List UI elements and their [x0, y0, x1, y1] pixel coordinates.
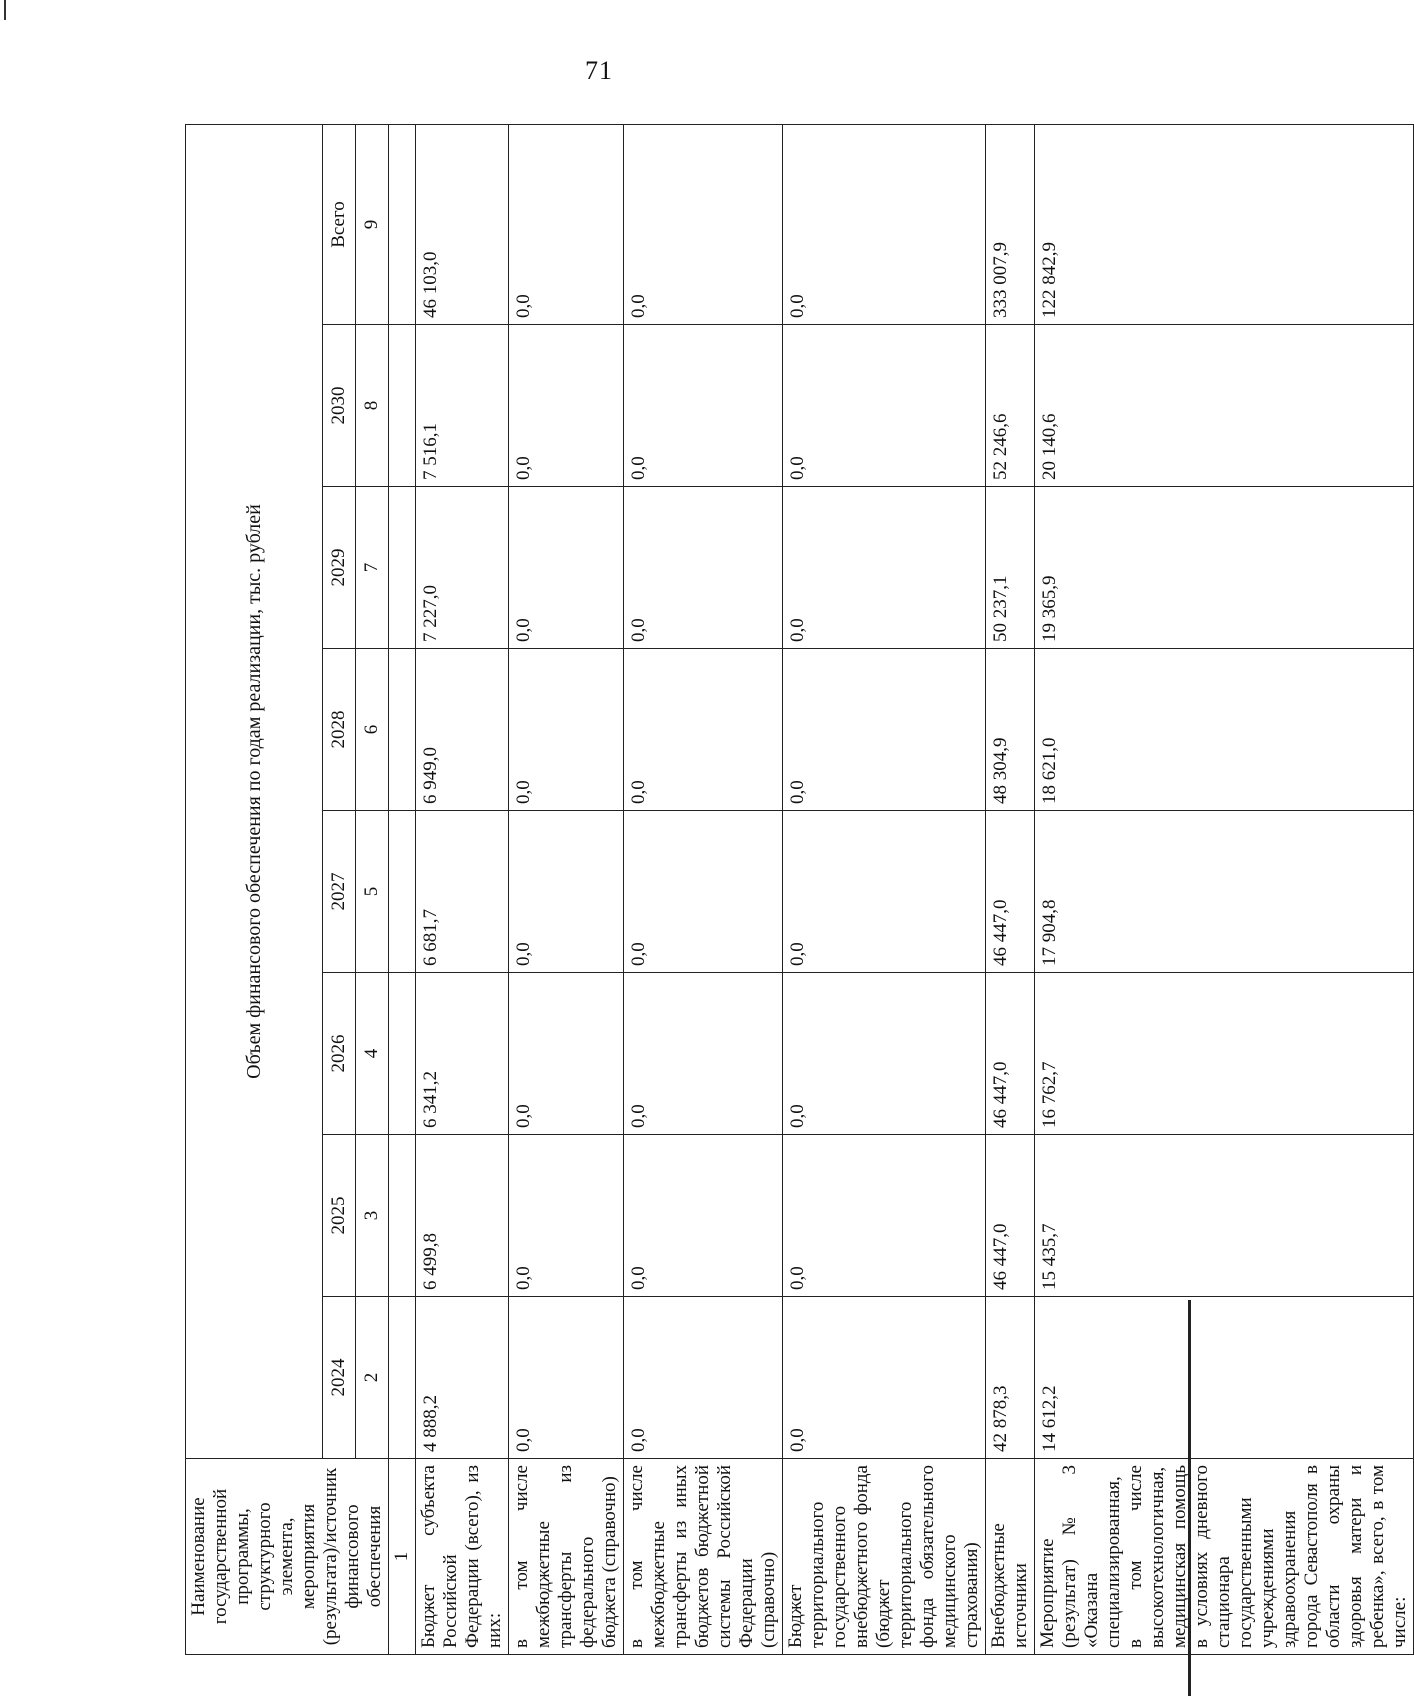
value-cell: 50 237,1 [986, 487, 1035, 649]
header-year: 2024 [323, 1297, 356, 1459]
header-total: Всего [323, 124, 356, 324]
header-year: 2026 [323, 973, 356, 1135]
table-row [624, 124, 783, 1654]
value-cell: 0,0 [783, 973, 986, 1135]
empty-cell [389, 649, 416, 811]
value-cell-total: 0,0 [783, 124, 986, 324]
value-cell: 18 621,0 [1035, 649, 1414, 811]
empty-cell [389, 973, 416, 1135]
column-number: 3 [356, 1135, 389, 1297]
value-cell-total: 0,0 [509, 124, 624, 324]
row-label: Мероприятие (результат) № 3 «Оказана специализированная, в том числе высокотехнологичная, медицинская помощь в условиях дневного стационара государственными учреждениями здравоохранения города Севастополя в области охраны здоровья матери и ребенка», всего, в том числе: [1035, 1459, 1414, 1655]
rotated-table-container [185, 125, 1410, 1655]
financing-table [185, 124, 1414, 1655]
empty-cell [389, 487, 416, 649]
value-cell-total: 333 007,9 [986, 124, 1035, 324]
row-label: в том числе межбюджетные трансферты из федерального бюджета (справочно) [509, 1459, 624, 1655]
value-cell: 0,0 [509, 1135, 624, 1297]
table-row [783, 124, 986, 1654]
value-cell: 46 447,0 [986, 1135, 1035, 1297]
value-cell: 0,0 [624, 487, 783, 649]
header-name: Наименование государственной программы, структурного элемента, мероприятия (результата)/источник финансового обеспечения [186, 1459, 389, 1655]
value-cell: 0,0 [783, 1297, 986, 1459]
value-cell: 0,0 [783, 325, 986, 487]
row-label: Бюджет субъекта Российской Федерации (всего), из них: [416, 1459, 509, 1655]
page-number: 71 [585, 56, 613, 85]
table-row [1035, 124, 1414, 1654]
value-cell-total: 122 842,9 [1035, 124, 1414, 324]
rotated-table-wrapper [185, 125, 1410, 1655]
header-financing-volume: Объем финансового обеспечения по годам реализации, тыс. рублей [186, 124, 323, 1458]
value-cell: 6 949,0 [416, 649, 509, 811]
value-cell: 42 878,3 [986, 1297, 1035, 1459]
value-cell: 0,0 [509, 1297, 624, 1459]
header-year: 2028 [323, 649, 356, 811]
value-cell: 0,0 [509, 973, 624, 1135]
column-number: 1 [389, 1459, 416, 1655]
value-cell: 0,0 [624, 325, 783, 487]
column-number: 7 [356, 487, 389, 649]
value-cell: 0,0 [509, 325, 624, 487]
header-years-row [323, 124, 356, 1654]
value-cell: 4 888,2 [416, 1297, 509, 1459]
column-number: 6 [356, 649, 389, 811]
value-cell: 0,0 [783, 1135, 986, 1297]
table-row [416, 124, 509, 1654]
header-column-numbers-row [356, 124, 389, 1654]
value-cell: 0,0 [509, 649, 624, 811]
empty-cell [389, 811, 416, 973]
value-cell: 14 612,2 [1035, 1297, 1414, 1459]
column-number: 5 [356, 811, 389, 973]
value-cell: 0,0 [509, 811, 624, 973]
column-number: 9 [356, 124, 389, 324]
empty-cell [389, 124, 416, 324]
value-cell: 46 447,0 [986, 811, 1035, 973]
column-number: 8 [356, 325, 389, 487]
value-cell: 48 304,9 [986, 649, 1035, 811]
value-cell: 16 762,7 [1035, 973, 1414, 1135]
value-cell: 7 227,0 [416, 487, 509, 649]
value-cell: 6 499,8 [416, 1135, 509, 1297]
header-year: 2025 [323, 1135, 356, 1297]
empty-cell [389, 1135, 416, 1297]
header-year: 2029 [323, 487, 356, 649]
table-row [509, 124, 624, 1654]
value-cell: 20 140,6 [1035, 325, 1414, 487]
value-cell: 0,0 [624, 1135, 783, 1297]
value-cell: 0,0 [624, 649, 783, 811]
value-cell: 7 516,1 [416, 325, 509, 487]
value-cell-total: 0,0 [624, 124, 783, 324]
value-cell: 0,0 [783, 811, 986, 973]
table-row [986, 124, 1035, 1654]
value-cell-total: 46 103,0 [416, 124, 509, 324]
value-cell: 46 447,0 [986, 973, 1035, 1135]
column-number: 4 [356, 973, 389, 1135]
value-cell: 15 435,7 [1035, 1135, 1414, 1297]
value-cell: 0,0 [624, 1297, 783, 1459]
value-cell: 6 681,7 [416, 811, 509, 973]
value-cell: 0,0 [783, 649, 986, 811]
value-cell: 17 904,8 [1035, 811, 1414, 973]
empty-cell [389, 325, 416, 487]
row-label: Бюджет территориального государственного внебюджетного фонда (бюджет территориального фонда обязательного медицинского страхования) [783, 1459, 986, 1655]
empty-cell [389, 1297, 416, 1459]
column-number: 2 [356, 1297, 389, 1459]
value-cell: 0,0 [624, 811, 783, 973]
row-label: Внебюджетные источники [986, 1459, 1035, 1655]
value-cell: 0,0 [509, 487, 624, 649]
value-cell: 0,0 [624, 973, 783, 1135]
value-cell: 0,0 [783, 487, 986, 649]
header-year: 2027 [323, 811, 356, 973]
column-number-row-first [389, 124, 416, 1654]
header-year: 2030 [323, 325, 356, 487]
scan-edge-mark [4, 0, 6, 20]
value-cell: 19 365,9 [1035, 487, 1414, 649]
value-cell: 6 341,2 [416, 973, 509, 1135]
row-label: в том числе межбюджетные трансферты из иных бюджетов бюджетной системы Российской Федерации (справочно) [624, 1459, 783, 1655]
value-cell: 52 246,6 [986, 325, 1035, 487]
